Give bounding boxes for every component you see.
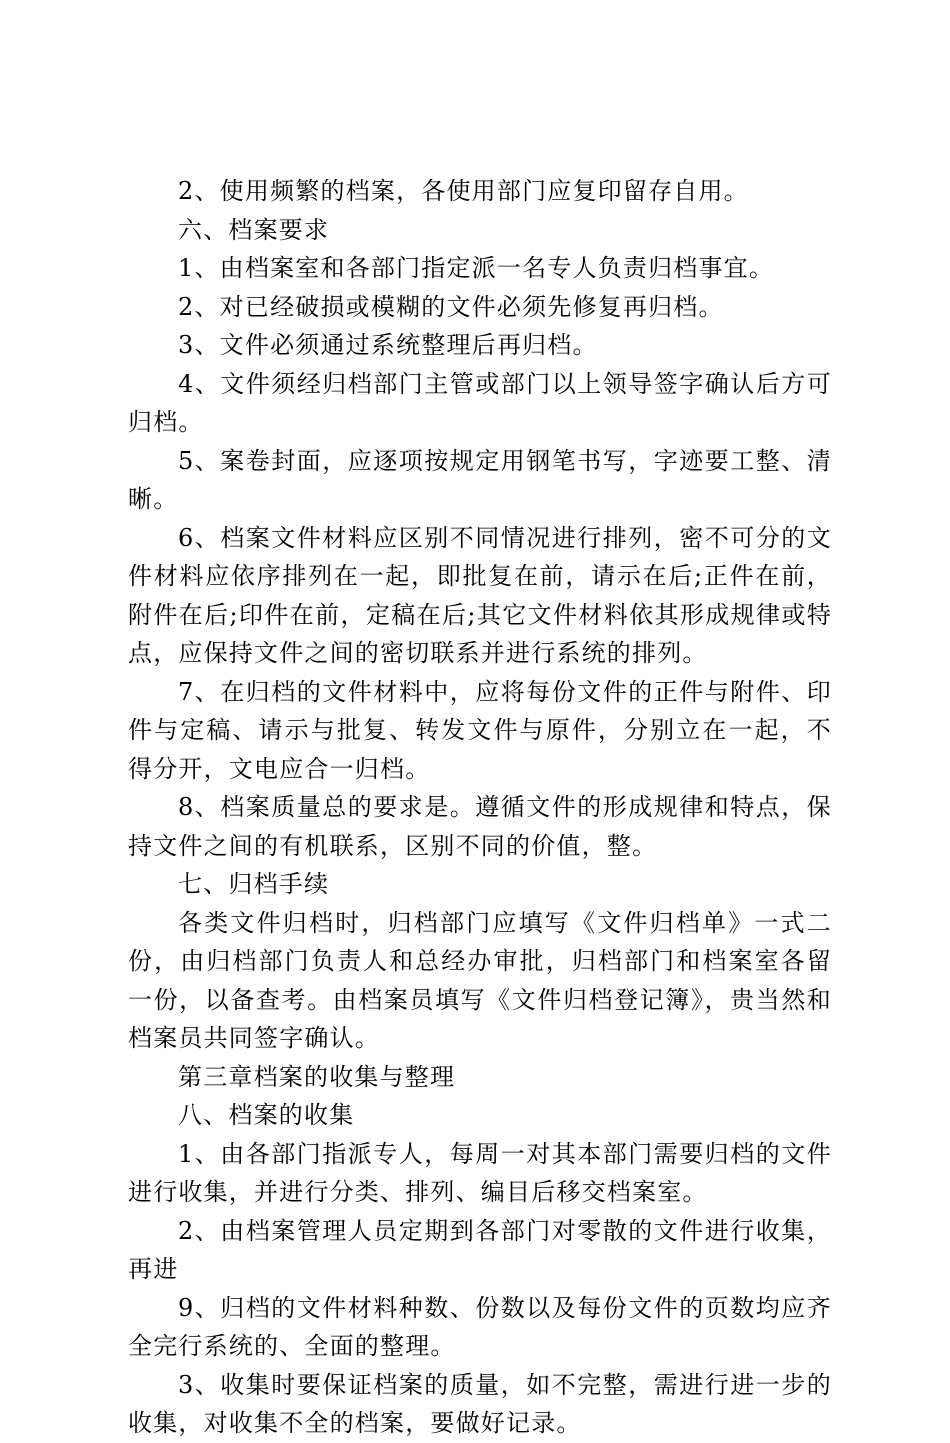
paragraph: 3、文件必须通过系统整理后再归档。 xyxy=(178,331,598,359)
paragraph: 7、在归档的文件材料中，应将每份文件的正件与附件、印件与定稿、请示与批复、转发文件与原件，分别立在一起，不得分开，文电应合一归档。 xyxy=(128,677,832,783)
paragraph: 1、由各部门指派专人，每周一对其本部门需要归档的文件进行收集，并进行分类、排列、编目后移交档案室。 xyxy=(128,1139,832,1206)
paragraph: 3、收集时要保证档案的质量，如不完整，需进行进一步的收集，对收集不全的档案，要做好记录。 xyxy=(128,1370,832,1437)
document-body xyxy=(128,172,832,1443)
paragraph: 2、对已经破损或模糊的文件必须先修复再归档。 xyxy=(178,292,724,321)
paragraph: 2、使用频繁的档案，各使用部门应复印留存自用。 xyxy=(178,177,749,205)
paragraph: 4、文件须经归档部门主管或部门以上领导签字确认后方可归档。 xyxy=(128,369,832,436)
paragraph: 各类文件归档时，归档部门应填写《文件归档单》一式二份，由归档部门负责人和总经办审批，归档部门和档案室各留一份，以备查考。由档案员填写《文件归档登记簿》，贵当然和档案员共同签字确认。 xyxy=(128,908,832,1052)
section-heading: 七、归档手续 xyxy=(178,870,330,898)
section-heading: 八、档案的收集 xyxy=(178,1101,355,1129)
paragraph: 2、由档案管理人员定期到各部门对零散的文件进行收集，再进 xyxy=(128,1216,832,1283)
chapter-heading: 第三章档案的收集与整理 xyxy=(178,1062,456,1091)
paragraph: 6、档案文件材料应区别不同情况进行排列，密不可分的文件材料应依序排列在一起，即批复在前，请示在后;正件在前，附件在后;印件在前，定稿在后;其它文件材料依其形成规律或特点，应保持文件之间的密切联系并进行系统的排列。 xyxy=(128,523,832,667)
paragraph: 9、归档的文件材料种数、份数以及每份文件的页数均应齐全完行系统的、全面的整理。 xyxy=(128,1293,832,1360)
paragraph: 1、由档案室和各部门指定派一名专人负责归档事宜。 xyxy=(178,254,775,282)
section-heading: 六、档案要求 xyxy=(178,215,330,244)
paragraph: 8、档案质量总的要求是。遵循文件的形成规律和特点，保持文件之间的有机联系，区别不同的价值，整。 xyxy=(128,793,832,860)
paragraph: 5、案卷封面，应逐项按规定用钢笔书写，字迹要工整、清晰。 xyxy=(128,446,832,513)
